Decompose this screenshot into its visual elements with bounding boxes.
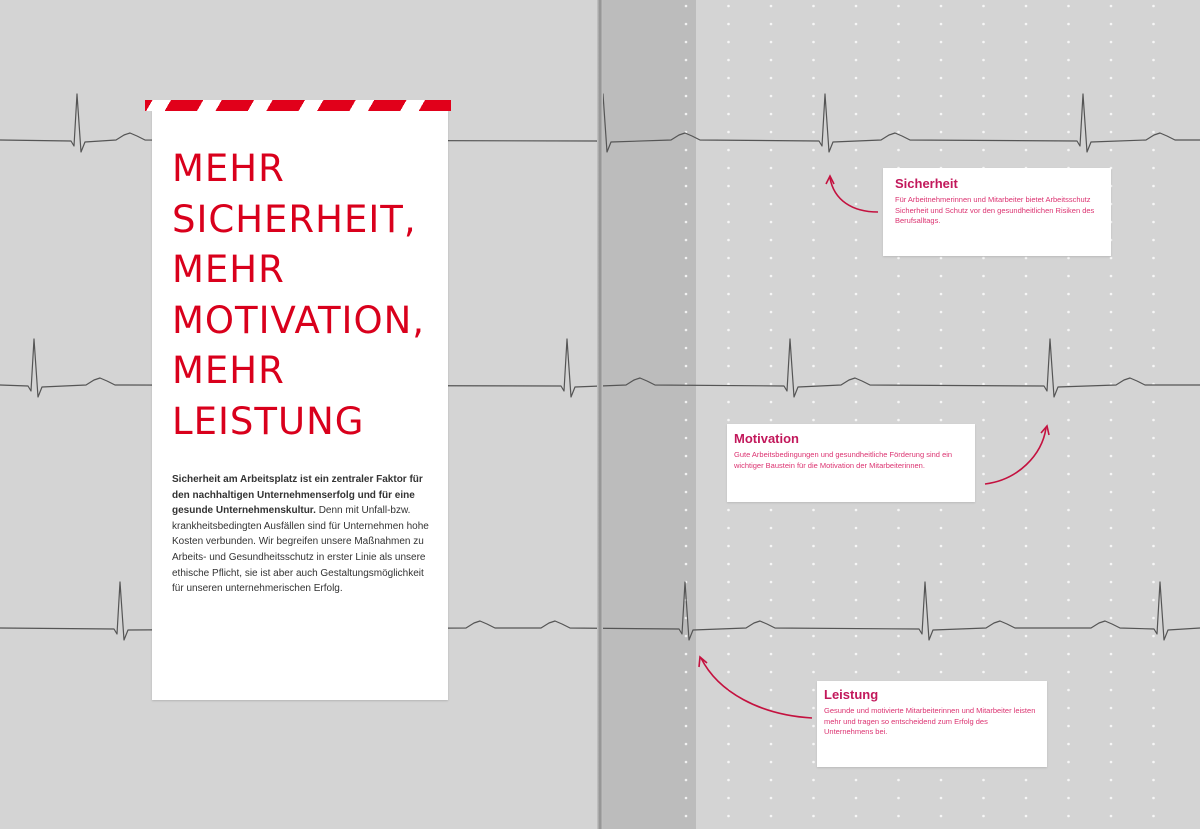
callout-title: Sicherheit <box>895 176 958 191</box>
callout-motivation <box>727 424 975 502</box>
arrow-sicherheit <box>830 178 878 212</box>
headline <box>172 144 442 447</box>
headline-line-3: MEHR <box>172 248 285 291</box>
intro-body <box>172 472 434 597</box>
callout-leistung <box>817 681 1047 767</box>
callout-title: Motivation <box>734 431 799 446</box>
headline-line-4: MOTIVATION, <box>172 298 426 342</box>
spine-fold <box>597 0 603 829</box>
arrow-motivation <box>985 428 1046 484</box>
callout-text: Gute Arbeitsbedingungen und gesundheitliche Förderung sind ein wichtiger Baustein für die Motivation der Mitarbeiterinnen. <box>734 450 953 470</box>
callout-title: Leistung <box>824 687 879 702</box>
headline-line-5: MEHR <box>172 349 285 392</box>
intro-body-regular: Denn mit Unfall-bzw. krankheitsbedingten Ausfällen sind für Unternehmen hohe Kosten verbunden. Wir begreifen unsere Maßnahmen zu Arbeits- und Gesundheitsschutz in erster Linie als unsere ethische Pflicht, sie ist aber auch Gestaltungsmöglichkeit für unseren unternehmerischen Erfolg. <box>172 505 429 595</box>
intro-card <box>152 110 448 700</box>
callout-text: Für Arbeitnehmerinnen und Mitarbeiter bietet Arbeitsschutz Sicherheit und Schutz vor den gesundheitlichen Risiken des Berufsalltags. <box>895 195 1095 225</box>
intro-body-bold: Sicherheit am Arbeitsplatz ist ein zentraler Faktor für den nachhaltigen Unternehmenserfolg und für eine gesunde Unternehmenskultur. <box>172 474 423 517</box>
warning-stripe <box>145 100 451 111</box>
headline-line-2: SICHERHEIT, <box>172 197 417 241</box>
callout-sicherheit <box>883 168 1111 256</box>
headline-line-6: LEISTUNG <box>172 399 365 443</box>
headline-line-1: MEHR <box>172 147 285 190</box>
arrow-leistung <box>701 658 812 718</box>
callout-text: Gesunde und motivierte Mitarbeiterinnen und Mitarbeiter leisten mehr und tragen so entscheidend zum Erfolg des Unternehmens bei. <box>824 706 1036 736</box>
